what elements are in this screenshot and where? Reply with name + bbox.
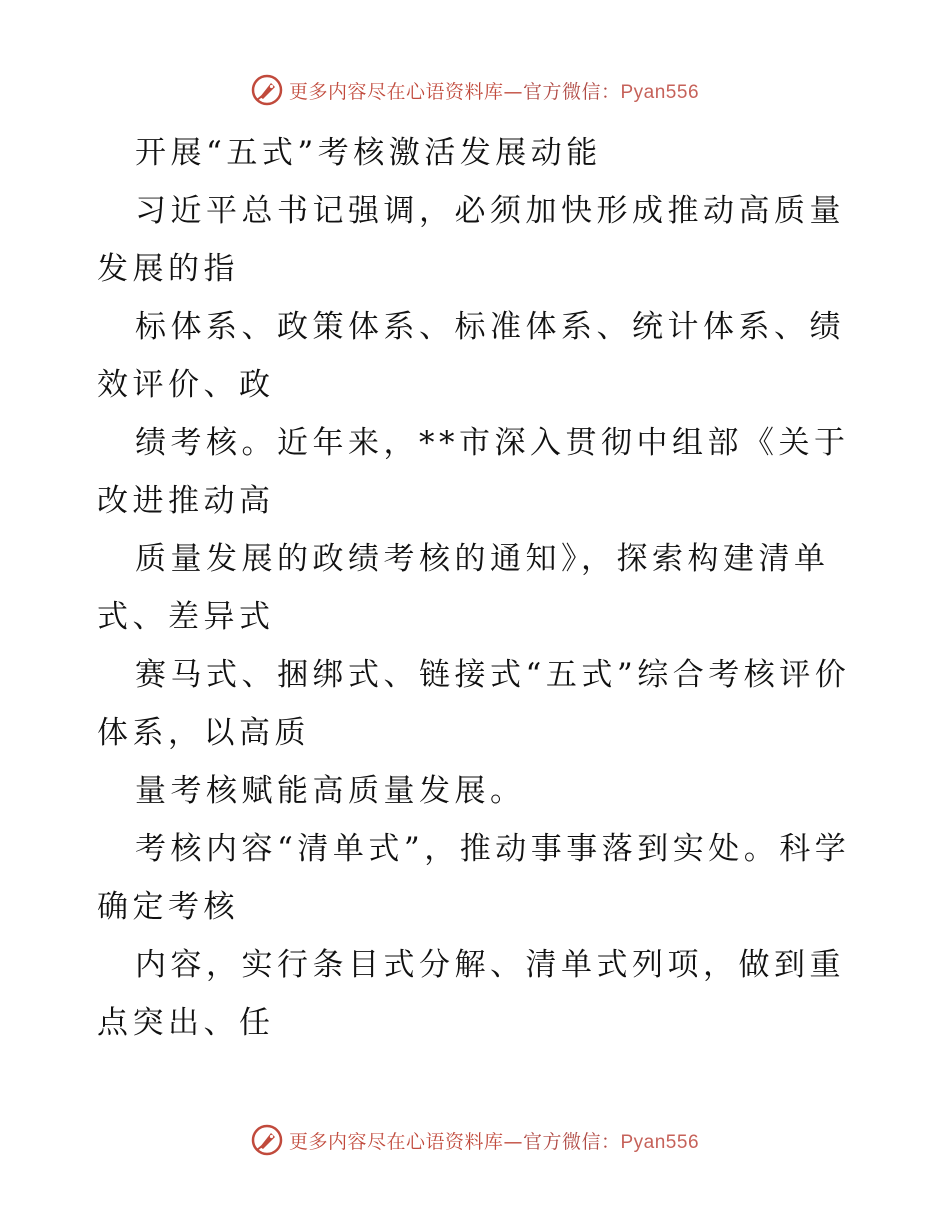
footer-watermark [0,1120,950,1160]
paragraph-line: 赛马式、捆绑式、链接式“五式”综合考核评价体系，以高质 [97,657,851,751]
watermark-wechat-label: 官方微信： [522,80,621,103]
header-watermark [0,70,950,110]
watermark-site-text: 更多内容尽在心语资料库 [288,1130,504,1153]
pen-nib-logo-icon [251,1124,283,1156]
paragraph-line: 量考核赋能高质量发展。 [135,773,526,809]
document-body [97,124,857,1052]
paragraph-line: 标体系、政策体系、标准体系、统计体系、绩效评价、政 [97,309,845,403]
watermark-site-text: 更多内容尽在心语资料库 [288,80,504,103]
paragraph-line: 考核内容“清单式”，推动事事落到实处。科学确定考核 [97,831,851,925]
watermark-dash: — [503,1130,523,1153]
paragraph-line: 习近平总书记强调，必须加快形成推动高质量发展的指 [97,193,845,287]
paragraph-line: 质量发展的政绩考核的通知》，探索构建清单式、差异式 [97,541,830,635]
paragraph-line: 绩考核。近年来，**市深入贯彻中组部《关于改进推动高 [97,425,850,519]
watermark-wechat-label: 官方微信： [522,1130,621,1153]
watermark-wechat-handle: Pyan556 [620,81,700,103]
watermark-wechat-handle: Pyan556 [620,1131,700,1153]
paragraph-line: 内容，实行条目式分解、清单式列项，做到重点突出、任 [97,947,845,1041]
paragraph-title: 开展“五式”考核激活发展动能 [135,135,602,171]
watermark-dash: — [503,80,523,103]
pen-nib-logo-icon [251,74,283,106]
